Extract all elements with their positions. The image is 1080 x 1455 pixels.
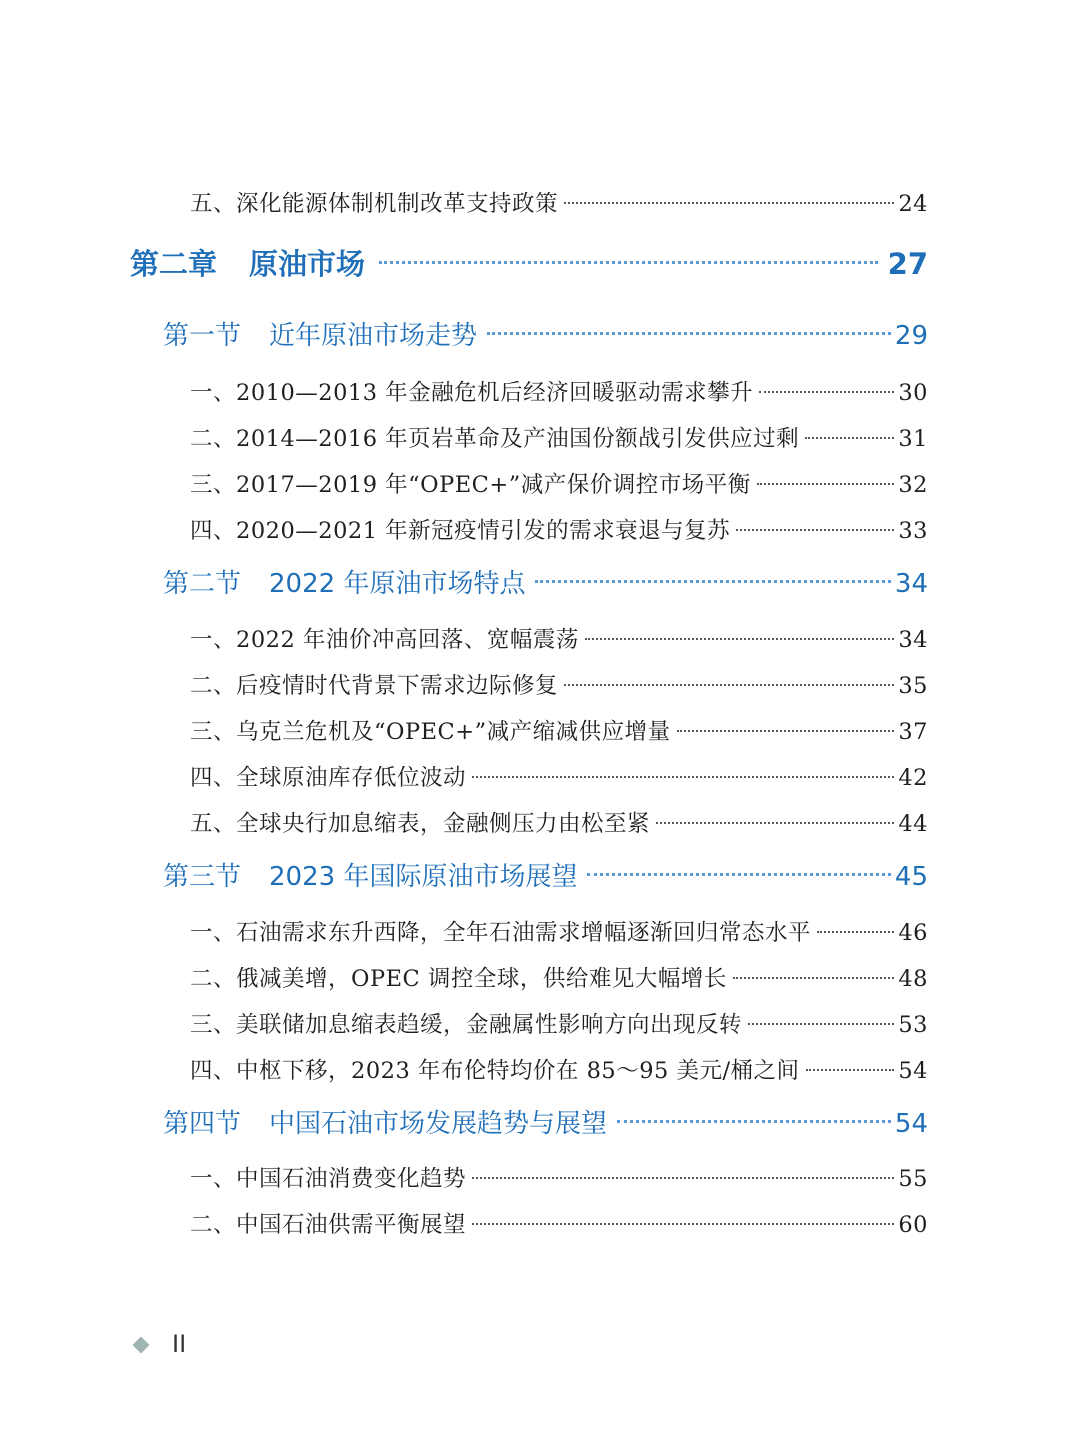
toc-entry[interactable]: [190, 806, 928, 838]
dot-leader: [759, 391, 894, 393]
toc-entry[interactable]: [190, 1007, 928, 1039]
toc-entry[interactable]: [190, 622, 928, 654]
toc-entry-title: 四、中枢下移，2023 年布伦特均价在 85～95 美元/桶之间: [190, 1058, 800, 1084]
toc-entry[interactable]: [190, 375, 928, 407]
toc-entry[interactable]: [190, 186, 928, 218]
section-title: 近年原油市场走势: [269, 321, 478, 351]
toc-entry-title: 五、深化能源体制机制改革支持政策: [190, 191, 559, 217]
chapter-page: 27: [887, 247, 928, 281]
chapter-heading: [130, 242, 365, 283]
toc-entry[interactable]: [190, 467, 928, 499]
section-heading: [163, 1103, 607, 1140]
section-label: 第三节: [163, 862, 242, 892]
toc-entry-page: 53: [898, 1012, 928, 1038]
toc-entry-title: 三、美联储加息缩表趋缓，金融属性影响方向出现反转: [190, 1012, 743, 1038]
toc-entry-title: 一、中国石油消费变化趋势: [190, 1166, 467, 1192]
toc-section[interactable]: [163, 1103, 928, 1140]
dot-leader: [472, 776, 894, 778]
dot-leader: [806, 1069, 895, 1071]
toc-entry[interactable]: [190, 915, 928, 947]
dot-leader: [585, 638, 894, 640]
section-label: 第二节: [163, 569, 242, 599]
chapter-title: 原油市场: [249, 247, 366, 281]
toc-chapter[interactable]: [130, 242, 928, 283]
section-heading: [163, 856, 577, 893]
dot-leader: [564, 202, 894, 204]
toc-entry-title: 二、后疫情时代背景下需求边际修复: [190, 673, 559, 699]
toc-entry[interactable]: [190, 1161, 928, 1193]
toc-entry-page: 37: [898, 719, 928, 745]
section-page: 54: [894, 1109, 928, 1139]
toc-entry[interactable]: [190, 421, 928, 453]
dot-leader: [736, 529, 894, 531]
toc-entry-page: 30: [898, 380, 928, 406]
section-heading: [163, 315, 477, 352]
toc-entry[interactable]: [190, 1053, 928, 1085]
dot-leader: [748, 1023, 894, 1025]
toc-entry-title: 三、2017—2019 年“OPEC+”减产保价调控市场平衡: [190, 472, 751, 498]
toc-entry-page: 32: [898, 472, 928, 498]
dot-leader: [472, 1223, 894, 1225]
toc-entry-title: 二、2014—2016 年页岩革命及产油国份额战引发供应过剩: [190, 426, 800, 452]
toc-entry-page: 35: [898, 673, 928, 699]
dot-leader: [733, 977, 894, 979]
toc-section[interactable]: [163, 856, 928, 893]
toc-entry[interactable]: [190, 1207, 928, 1239]
section-heading: [163, 563, 525, 600]
toc-entry-page: 55: [898, 1166, 928, 1192]
toc-entry-page: 42: [898, 765, 928, 791]
toc-entry-page: 31: [898, 426, 928, 452]
toc-entry-title: 二、俄减美增，OPEC 调控全球，供给难见大幅增长: [190, 966, 727, 992]
toc-entry-title: 一、2022 年油价冲高回落、宽幅震荡: [190, 627, 579, 653]
section-title: 中国石油市场发展趋势与展望: [269, 1109, 608, 1139]
diamond-icon: [133, 1337, 150, 1354]
toc-entry-title: 三、乌克兰危机及“OPEC+”减产缩减供应增量: [190, 719, 671, 745]
dot-leader: [379, 261, 878, 264]
toc-entry-page: 54: [898, 1058, 928, 1084]
toc-entry[interactable]: [190, 760, 928, 792]
section-title: 2022 年原油市场特点: [269, 569, 526, 599]
dot-leader: [472, 1177, 894, 1179]
dot-leader: [656, 822, 894, 824]
toc-entry[interactable]: [190, 513, 928, 545]
dot-leader: [564, 684, 894, 686]
toc-entry-title: 五、全球央行加息缩表，金融侧压力由松至紧: [190, 811, 651, 837]
dot-leader: [587, 873, 890, 876]
page-number: II: [172, 1330, 187, 1358]
toc-entry-page: 24: [898, 191, 928, 217]
section-page: 29: [894, 321, 928, 351]
section-page: 34: [894, 569, 928, 599]
dot-leader: [757, 483, 895, 485]
dot-leader: [535, 580, 890, 583]
toc-entry-page: 44: [898, 811, 928, 837]
toc-entry-title: 四、2020—2021 年新冠疫情引发的需求衰退与复苏: [190, 518, 731, 544]
toc-entry-title: 一、2010—2013 年金融危机后经济回暖驱动需求攀升: [190, 380, 754, 406]
toc-entry-title: 一、石油需求东升西降，全年石油需求增幅逐渐回归常态水平: [190, 920, 812, 946]
toc-entry-title: 四、全球原油库存低位波动: [190, 765, 467, 791]
dot-leader: [677, 730, 895, 732]
toc-entry-page: 60: [898, 1212, 928, 1238]
toc-entry-title: 二、中国石油供需平衡展望: [190, 1212, 467, 1238]
toc-entry[interactable]: [190, 961, 928, 993]
toc-entry-page: 34: [898, 627, 928, 653]
section-label: 第四节: [163, 1109, 242, 1139]
section-page: 45: [894, 862, 928, 892]
dot-leader: [817, 931, 894, 933]
toc-entry-page: 33: [898, 518, 928, 544]
section-title: 2023 年国际原油市场展望: [269, 862, 578, 892]
toc-entry[interactable]: [190, 668, 928, 700]
toc-entry-page: 46: [898, 920, 928, 946]
dot-leader: [805, 437, 894, 439]
section-label: 第一节: [163, 321, 242, 351]
toc-entry-page: 48: [898, 966, 928, 992]
chapter-label: 第二章: [130, 247, 218, 281]
toc-entry[interactable]: [190, 714, 928, 746]
dot-leader: [617, 1120, 891, 1123]
dot-leader: [487, 332, 891, 335]
toc-section[interactable]: [163, 563, 928, 600]
toc-section[interactable]: [163, 315, 928, 352]
